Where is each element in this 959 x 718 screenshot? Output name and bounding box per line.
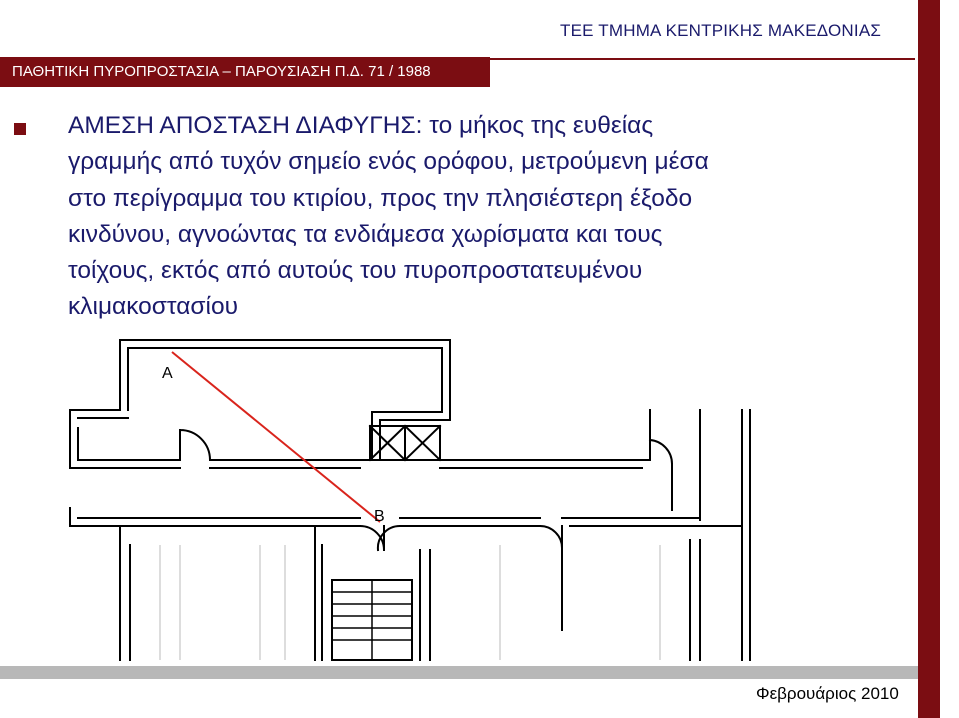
door-swing-right (650, 440, 672, 464)
door-swing-middle (540, 526, 562, 630)
point-b-label: B (374, 508, 385, 525)
door-swing-b (360, 526, 400, 550)
point-a-label: A (162, 365, 173, 382)
definition-line: γραμμής από τυχόν σημείο ενός ορόφου, μετρούμενη μέσα (68, 148, 709, 176)
bottom-rule (0, 666, 918, 679)
definition-line: ΑΜΕΣΗ ΑΠΟΣΤΑΣΗ ΔΙΑΦΥΓΗΣ: το μήκος της ευθείας (68, 112, 654, 139)
footer-date: Φεβρουάριος 2010 (756, 684, 899, 703)
corridor-top-wall (78, 428, 180, 460)
organization-title: ΤΕΕ ΤΜΗΜΑ ΚΕΝΤΡΙΚΗΣ ΜΑΚΕΔΟΝΙΑΣ (560, 21, 882, 40)
definition-text (68, 108, 898, 326)
right-accent-bar (918, 0, 940, 718)
escape-distance-line (172, 352, 380, 522)
definition-line: κλιμακοστασίου (68, 293, 239, 321)
presentation-title: ΠΑΘΗΤΙΚΗ ΠΥΡΟΠΡΟΣΤΑΣΙΑ – ΠΑΡΟΥΣΙΑΣΗ Π.Δ. 71 / 1988 (12, 63, 431, 80)
floor-plan-diagram (60, 330, 760, 670)
definition-line: στο περίγραμμα του κτιρίου, προς την πλησιέστερη έξοδο (68, 184, 693, 212)
definition-line: κινδύνου, αγνοώντας τα ενδιάμεσα χωρίσματα και τους (68, 220, 663, 248)
stair-treads (332, 580, 412, 660)
title-bar (0, 57, 490, 87)
room-a-walls (120, 340, 450, 460)
room-shading (160, 545, 660, 660)
square-bullet-icon (14, 123, 26, 135)
header-rule (490, 58, 915, 60)
definition-line: τοίχους, εκτός από αυτούς του πυροπροστατευμένου (68, 257, 643, 285)
door-swing-left (180, 430, 210, 460)
